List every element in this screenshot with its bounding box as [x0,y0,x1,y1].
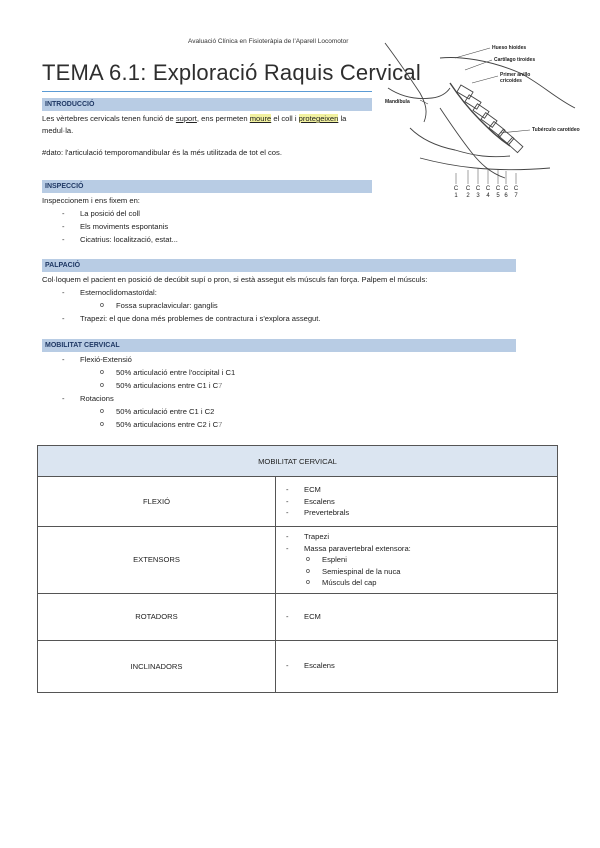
label-cricoid-1: Primer anillo [500,72,531,78]
intro-text: el coll i [271,114,299,123]
section-inspeccio [42,180,372,246]
table-row [38,640,558,692]
muscle-item: - ECM [282,484,557,496]
sub-text: 50% articulacions entre C1 i C [116,381,219,390]
mobilitat-table [37,445,558,693]
sub-text-gray: 7 [218,420,223,429]
section-heading: INTRODUCCIÓ [42,98,372,111]
muscle-subitem: o Músculs del cap [282,577,557,589]
muscle-item: - ECM [282,611,557,623]
intro-paragraph [42,113,372,136]
sub-list-item [42,379,516,392]
muscle-item: - Escalens [282,660,557,672]
row-content [276,527,558,594]
table-header: MOBILITAT CERVICAL [38,446,558,477]
list-item: - La posició del coll [42,207,372,220]
vertebra-letter: C [475,186,481,192]
vertebra-c5 [489,122,505,137]
row-content [276,593,558,640]
mobilitat-list [42,392,516,405]
vertebra-number: 6 [504,193,508,199]
vertebra-c7 [507,137,523,152]
section-heading: PALPACIÓ [42,259,516,272]
muscle-item: - Trapezi [282,531,557,543]
vertebra-letter: C [495,186,501,192]
section-palpacio [42,259,516,325]
vertebra-letter: C [513,186,519,192]
section-heading: MOBILITAT CERVICAL [42,339,516,352]
row-label: EXTENSORS [38,527,276,594]
sub-list-item [42,418,516,431]
label-carotid: Tubérculo carotídeo [532,127,580,133]
cervical-anatomy-figure [380,38,580,208]
vertebra-number: 7 [514,193,518,199]
vertebra-number: 3 [476,193,480,199]
dato-note: #dato: l'articulació temporomandibular és la més utilitzada de tot el cos. [42,148,282,157]
table-row [38,477,558,527]
title-underline [42,91,372,92]
keyword-protegeixen: protegeixen [298,114,339,123]
label-thyroid: Cartílago tiroides [494,57,536,63]
sub-list-item: o Fossa supraclavicular: ganglis [42,299,516,312]
palpacio-list [42,312,516,325]
muscle-subitem: o Espleni [282,554,557,566]
vertebra-number: 5 [496,193,500,199]
palpacio-sublist [42,299,516,312]
page-title: TEMA 6.1: Exploració Raquis Cervical [42,60,421,85]
label-cricoid-2: cricoides [500,78,522,84]
list-item: - Trapezi: el que dona més problemes de contractura i s'explora assegut. [42,312,516,325]
intro-text: , ens permeten [196,114,250,123]
mobilitat-sublist [42,405,516,431]
muscle-item: - Prevertebrals [282,507,557,519]
row-content [276,640,558,692]
section-introduccio [42,98,372,159]
list-item: - Esternoclidomastoïdal: [42,286,516,299]
vertebra-letter: C [453,186,459,192]
sub-text-gray: 7 [218,381,223,390]
intro-text: la medul·la. [42,114,347,135]
vertebra-number: 2 [466,193,470,199]
skull-outline [385,43,426,122]
sub-list-item: o 50% articulació entre C1 i C2 [42,405,516,418]
pointer-hyoid [455,48,490,58]
row-label: ROTADORS [38,593,276,640]
mobilitat-sublist [42,366,516,392]
spine-curve [450,83,510,146]
vertebra-letter: C [465,186,471,192]
palpacio-lead: Col·loquem el pacient en posició de decúbit supí o pron, si està assegut els músculs fan força. Palpem el músculs: [42,275,428,284]
inspeccio-lead: Inspeccionem i ens fixem en: [42,196,140,205]
table-row [38,593,558,640]
row-label: INCLINADORS [38,640,276,692]
list-item: - Els moviments espontanis [42,220,372,233]
vertebra-letter: C [503,186,509,192]
keyword-moure: moure [249,114,272,123]
mandible-outline [388,88,450,99]
header-note: Avaluació Clínica en Fisioteràpia de l'Aparell Locomotor [188,38,349,45]
table-row [38,527,558,594]
mobilitat-list [42,353,516,366]
list-item: - Rotacions [42,392,516,405]
inspeccio-list [42,207,372,246]
list-item: - Flexió-Extensió [42,353,516,366]
sub-text: 50% articulacions entre C2 i C [116,420,219,429]
vertebra-c4 [481,113,497,128]
label-hyoid: Hueso hioides [492,45,527,51]
keyword-suport: suport [175,114,197,123]
vertebra-number: 4 [486,193,490,199]
section-mobilitat [42,339,516,431]
sub-list-item: o 50% articulació entre l'occipital i C1 [42,366,516,379]
palpacio-list [42,286,516,299]
label-mandible: Mandíbula [385,99,410,105]
vertebra-number: 1 [454,193,458,199]
muscle-subitem: o Semiespinal de la nuca [282,566,557,578]
pointer-cricoid [472,76,498,83]
vertebra-letter: C [485,186,491,192]
shoulder [420,158,550,170]
intro-text: Les vèrtebres cervicals tenen funció de [42,114,176,123]
muscle-item: - Massa paravertebral extensora: [282,543,557,555]
section-heading: INSPECCIÓ [42,180,372,193]
row-content [276,477,558,527]
list-item: - Cicatrius: localització, estat... [42,233,372,246]
muscle-item: - Escalens [282,496,557,508]
pointer-thyroid [465,60,492,70]
row-label: FLEXIÓ [38,477,276,527]
